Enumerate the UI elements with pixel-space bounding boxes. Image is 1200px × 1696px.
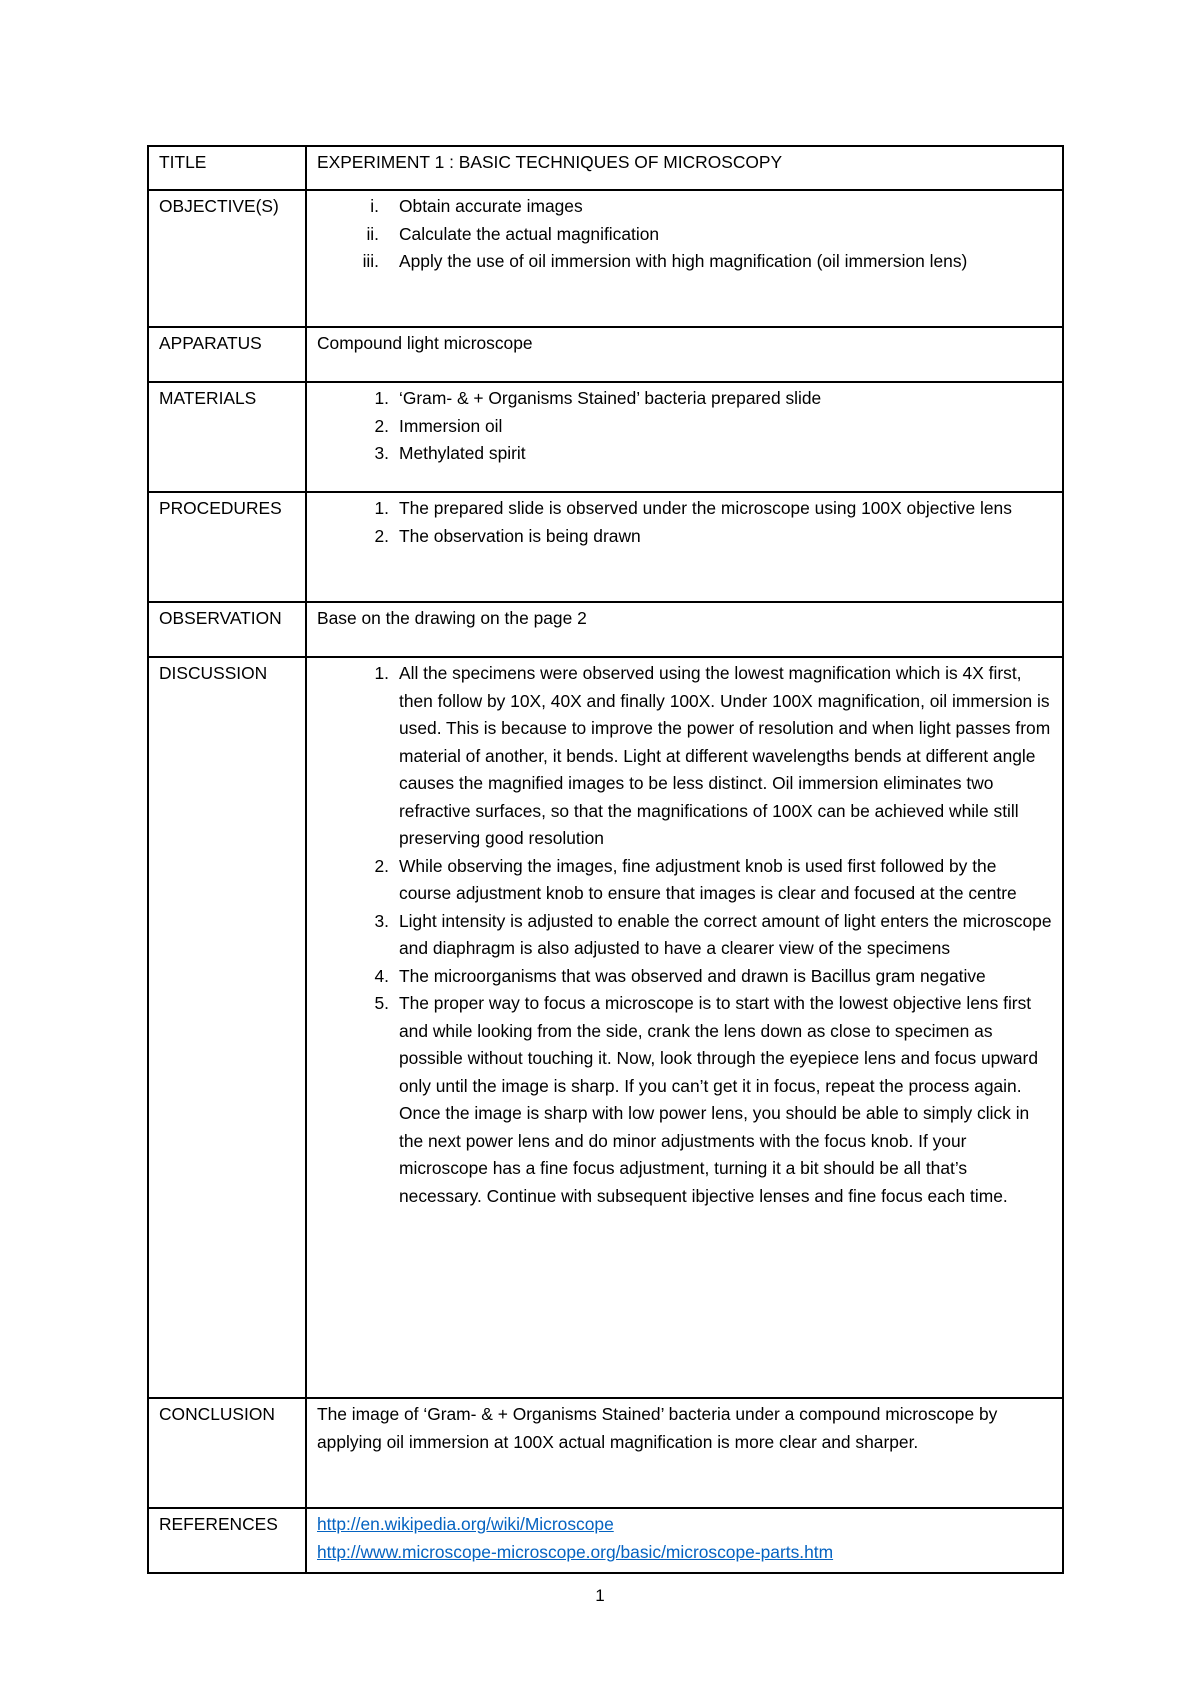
list-item: 3. Light intensity is adjusted to enable the correct amount of light enters the microscope and diaphragm is also adjusted to have a clearer view of the specimens xyxy=(374,910,1052,958)
row-label: TITLE xyxy=(148,146,306,190)
row-materials xyxy=(148,382,1063,492)
row-label: PROCEDURES xyxy=(148,492,306,602)
row-observation xyxy=(148,602,1063,657)
conclusion-value: The image of ‘Gram- & + Organisms Stained’ bacteria under a compound microscope by applying oil immersion at 100X actual magnification is more clear and sharper. xyxy=(306,1398,1063,1508)
list-item: i. Obtain accurate images xyxy=(370,196,583,216)
row-label: REFERENCES xyxy=(148,1508,306,1573)
row-objectives xyxy=(148,190,1063,327)
row-discussion xyxy=(148,657,1063,1398)
list-item: ii. Calculate the actual magnification xyxy=(366,223,660,244)
list-item: 2. While observing the images, fine adjustment knob is used first followed by the course adjustment knob to ensure that images is clear and focused at the centre xyxy=(374,855,1017,903)
row-label: CONCLUSION xyxy=(148,1398,306,1508)
row-label: APPARATUS xyxy=(148,327,306,382)
list-item: 3. Methylated spirit xyxy=(374,443,526,463)
row-apparatus xyxy=(148,327,1063,382)
objectives-list xyxy=(317,193,1052,276)
list-item: 1. All the specimens were observed using the lowest magnification which is 4X first, then follow by 10X, 40X and finally 100X. Under 100X magnification, oil immersion is used. This is because to improve the power of resolution and when light passes from material of another, it bends. Light at different wavelengths bends at different angle causes the magnified images to be less distinct. Oil immersion eliminates two refractive surfaces, so that the magnifications of 100X can be achieved while still preserving good resolution xyxy=(374,663,1051,848)
page-number: 1 xyxy=(595,1586,605,1605)
row-references xyxy=(148,1508,1063,1573)
report-table xyxy=(147,145,1064,1574)
row-label: MATERIALS xyxy=(148,382,306,492)
reference-link[interactable]: http://www.microscope-microscope.org/basic/microscope-parts.htm xyxy=(317,1541,834,1562)
list-item: 4. The microorganisms that was observed and drawn is Bacillus gram negative xyxy=(374,965,986,986)
list-item: 2. The observation is being drawn xyxy=(374,525,641,546)
row-label: OBJECTIVE(S) xyxy=(148,190,306,327)
list-item: 1. The prepared slide is observed under the microscope using 100X objective lens xyxy=(374,498,1012,518)
procedures-list xyxy=(317,495,1052,550)
apparatus-value: Compound light microscope xyxy=(306,327,1063,382)
title-value: EXPERIMENT 1 : BASIC TECHNIQUES OF MICROSCOPY xyxy=(306,146,1063,190)
reference-link[interactable]: http://en.wikipedia.org/wiki/Microscope xyxy=(317,1514,614,1534)
materials-list xyxy=(317,385,1052,468)
observation-value: Base on the drawing on the page 2 xyxy=(306,602,1063,657)
discussion-list xyxy=(317,660,1052,1210)
row-label: DISCUSSION xyxy=(148,657,306,1398)
list-item: 5. The proper way to focus a microscope is to start with the lowest objective lens first and while looking from the side, crank the lens down as close to specimen as possible without touching it. Now, look through the eyepiece lens and focus upward only until the image is sharp. If you can’t get it in focus, repeat the process again. Once the image is sharp with low power lens, you should be able to simply click in the next power lens and do minor adjustments with the focus knob. If your microscope has a fine focus adjustment, turning it a bit should be all that’s necessary. Continue with subsequent ibjective lenses and fine focus each time. xyxy=(374,993,1039,1206)
row-title xyxy=(148,146,1063,190)
list-item: iii. Apply the use of oil immersion with high magnification (oil immersion lens) xyxy=(362,251,968,271)
row-label: OBSERVATION xyxy=(148,602,306,657)
row-procedures xyxy=(148,492,1063,602)
row-conclusion xyxy=(148,1398,1063,1508)
list-item: 1. ‘Gram- & + Organisms Stained’ bacteria prepared slide xyxy=(374,388,822,408)
list-item: 2. Immersion oil xyxy=(374,415,503,436)
